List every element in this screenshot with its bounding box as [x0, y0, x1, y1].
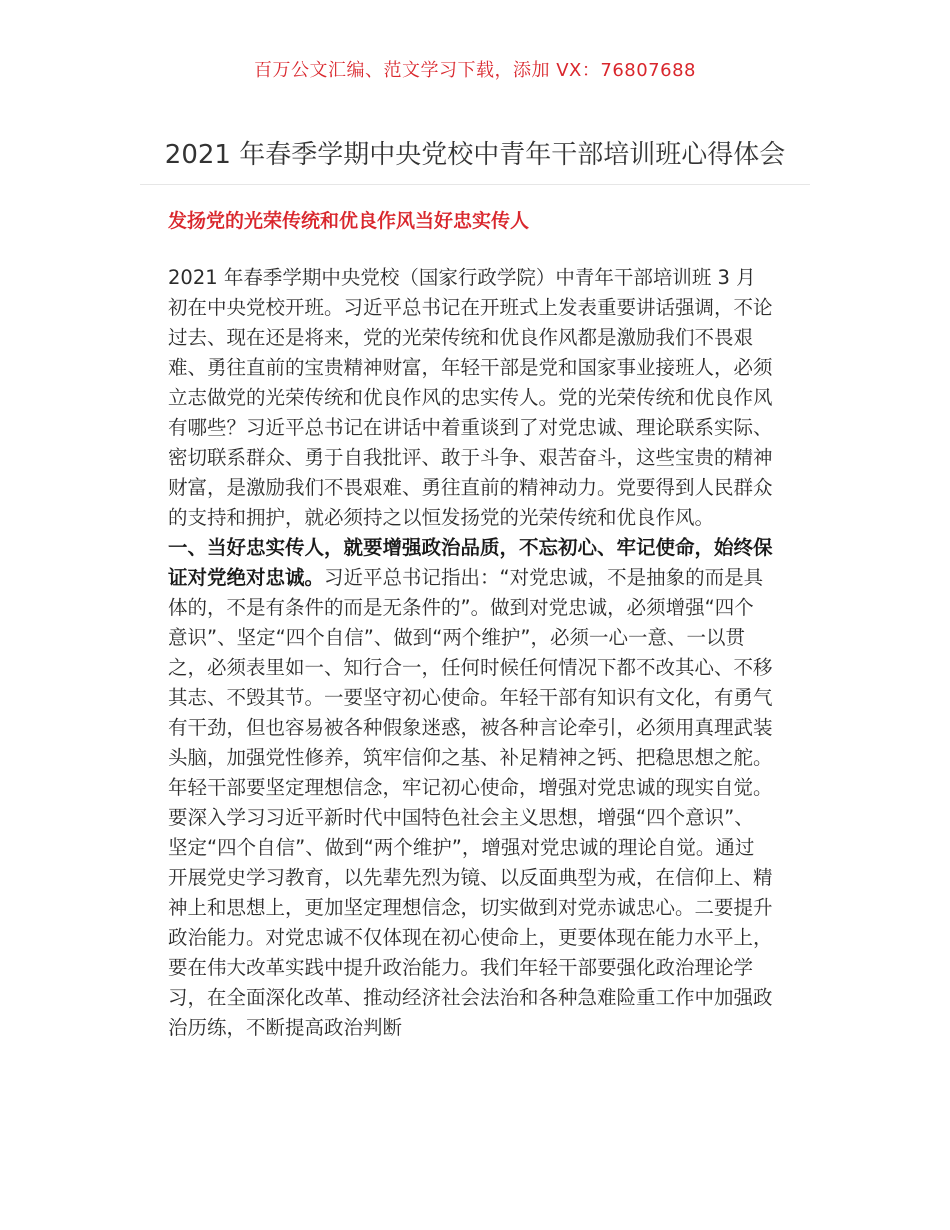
section-1-heading: 一、当好忠实传人，就要增强政治品质，不忘初心、牢记使命，始终保证对党绝对忠诚。	[168, 536, 773, 589]
section-1-paragraph	[168, 533, 773, 1043]
title-divider	[140, 184, 810, 185]
watermark-banner: 百万公文汇编、范文学习下载，添加 VX：76807688	[254, 60, 696, 81]
document-body	[168, 263, 773, 1043]
document-subtitle: 发扬党的光荣传统和优良作风当好忠实传人	[168, 210, 530, 232]
section-1-text: 习近平总书记指出：“对党忠诚，不是抽象的而是具体的，不是有条件的而是无条件的”。做到对党忠诚，必须增强“四个意识”、坚定“四个自信”、做到“两个维护”，必须一心一意、一以贯之，必须表里如一、知行合一，任何时候任何情况下都不改其心、不移其志、不毁其节。一要坚守初心使命。年轻干部有知识有文化，有勇气有干劲，但也容易被各种假象迷惑，被各种言论牵引，必须用真理武装头脑，加强党性修养，筑牢信仰之基、补足精神之钙、把稳思想之舵。年轻干部要坚定理想信念，牢记初心使命，增强对党忠诚的现实自觉。要深入学习习近平新时代中国特色社会主义思想，增强“四个意识”、坚定“四个自信”、做到“两个维护”，增强对党忠诚的理论自觉。通过开展党史学习教育，以先辈先烈为镜、以反面典型为戒，在信仰上、精神上和思想上，更加坚定理想信念，切实做到对党赤诚忠心。二要提升政治能力。对党忠诚不仅体现在初心使命上，更要体现在能力水平上，要在伟大改革实践中提升政治能力。我们年轻干部要强化政治理论学习，在全面深化改革、推动经济社会法治和各种急难险重工作中加强政治历练，不断提高政治判断	[168, 566, 773, 1039]
intro-paragraph: 2021 年春季学期中央党校（国家行政学院）中青年干部培训班 3 月初在中央党校开班。习近平总书记在开班式上发表重要讲话强调，不论过去、现在还是将来，党的光荣传统和优良作风都是激励我们不畏艰难、勇往直前的宝贵精神财富，年轻干部是党和国家事业接班人，必须立志做党的光荣传统和优良作风的忠实传人。党的光荣传统和优良作风有哪些？习近平总书记在讲话中着重谈到了对党忠诚、理论联系实际、密切联系群众、勇于自我批评、敢于斗争、艰苦奋斗，这些宝贵的精神财富，是激励我们不畏艰难、勇往直前的精神动力。党要得到人民群众的支持和拥护，就必须持之以恒发扬党的光荣传统和优良作风。	[168, 266, 773, 529]
document-title: 2021 年春季学期中央党校中青年干部培训班心得体会	[164, 140, 786, 170]
